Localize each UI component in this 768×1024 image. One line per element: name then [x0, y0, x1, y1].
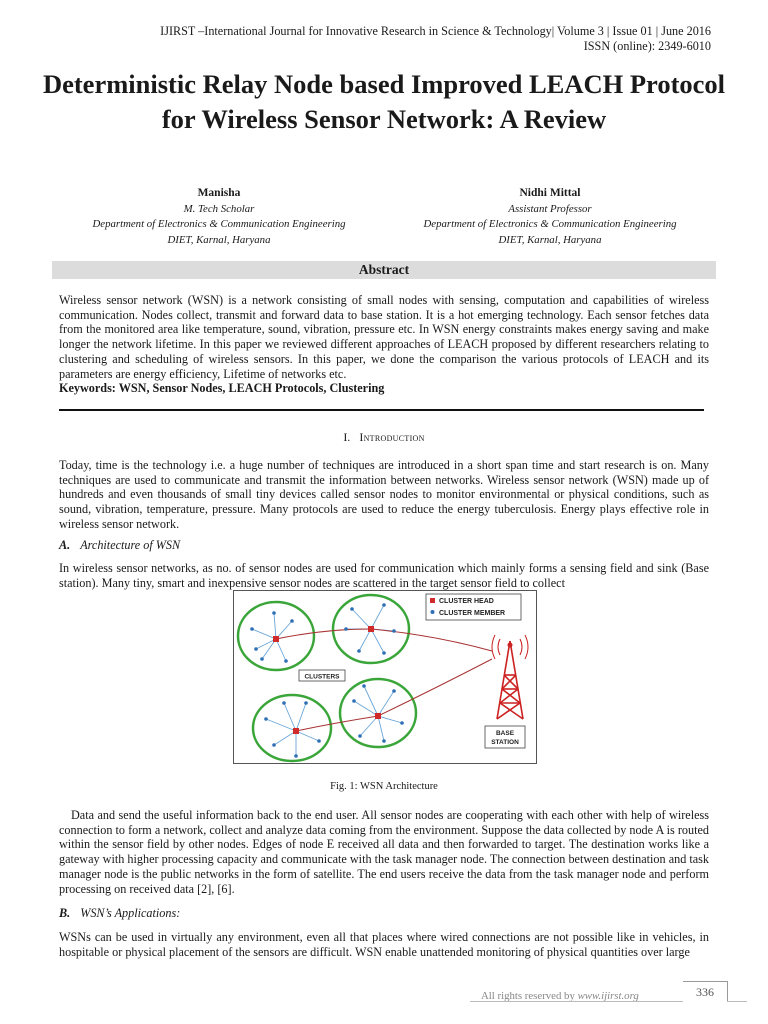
cluster-member-legend-icon: [431, 610, 435, 614]
legend-cluster-member: CLUSTER MEMBER: [439, 610, 506, 617]
section-number: I.: [343, 430, 351, 444]
subsection-heading-applications: [59, 906, 180, 921]
figure-caption: Fig. 1: WSN Architecture: [330, 781, 438, 792]
footer-rule-right: [727, 1001, 747, 1002]
paper-title: Deterministic Relay Node based Improved LEACH Protocol for Wireless Sensor Network: A Review: [42, 69, 726, 134]
author-2: [390, 186, 710, 248]
route-line: [371, 629, 492, 651]
abstract-heading: Abstract: [52, 261, 716, 279]
subsection-title: WSN’s Applications:: [80, 906, 181, 920]
cluster-head-legend-icon: [430, 598, 435, 603]
author-name: Nidhi Mittal: [519, 187, 581, 199]
wsn-architecture-figure: [233, 590, 537, 764]
journal-line: IJIRST –International Journal for Innovative Research in Science & Technology| Volume 3 | Issue 01 | June 2016: [160, 24, 711, 38]
author-1: [59, 186, 379, 248]
author-dept: Department of Electronics & Communication Engineering: [423, 218, 677, 230]
author-role: M. Tech Scholar: [183, 202, 255, 215]
data-paragraph-text: Data and send the useful information back to the end user. All sensor nodes are cooperating with each other with help of wireless connection to form a network, collect and analyze data coming from the environment. Suppose the data collected by node A is routed within the sensor field by other nodes. Edges of node E received all data and then forwarded to target. The destination works like a gateway with higher processing capacity and communicate with the task manager node. The connection between destination and task manager node is the public networks in the form of satellite. The end users receive the data from the task manager node and perform processing on received data [2], [6].: [59, 808, 709, 896]
cluster-head-node: [273, 636, 279, 642]
cluster-head-node: [375, 713, 381, 719]
author-inst: DIET, Karnal, Haryana: [167, 233, 271, 246]
journal-header: [160, 24, 711, 54]
intro-paragraph: Today, time is the technology i.e. a huge number of techniques are introduced in a short span time and start research is on. Many techniques are used to communicate and transmit the information between networks. Wireless sensor network (WSN) made up of hundreds and even thousands of small tiny devices called sensor nodes to monitor environmental or physical conditions, such as sound, vibration, temperature, pressure. Many protocols are used to reduce the energy tuberculosis. Energy plays effective role in wireless sensor network.: [59, 458, 709, 531]
section-heading-introduction: [59, 430, 709, 445]
keywords: Keywords: WSN, Sensor Nodes, LEACH Protocols, Clustering: [59, 381, 385, 396]
cluster-head-node: [368, 626, 374, 632]
subsection-title: Architecture of WSN: [80, 538, 181, 552]
subsection-heading-architecture: [59, 538, 180, 553]
abstract-text: [59, 293, 709, 396]
author-dept: Department of Electronics & Communication Engineering: [92, 218, 346, 230]
page-number: 336: [683, 981, 728, 1002]
base-label-line2: STATION: [491, 739, 519, 746]
separator-rule: [59, 409, 704, 411]
cluster-head-node: [293, 728, 299, 734]
subsection-letter: A.: [59, 538, 71, 552]
abstract-body: Wireless sensor network (WSN) is a network consisting of small nodes with sensing, computation and capabilities of wireless communication. Nodes collect, transmit and forward data to base station. It is a hot emerging technology. Each sensor fetches data from the monitored area like temperature, sound, vibration, pressure etc. In WSN energy constraints makes energy saving and make longer the network lifetime. In this paper we reviewed different approaches of LEACH proposed by different researchers relating to clustering and scheduling of wireless sensors. In this paper, we done the comparison the various protocols of LEACH and its parameters are energy efficiency, Lifetime of networks etc.: [59, 293, 709, 381]
base-station-tower-icon: [492, 635, 528, 719]
author-inst: DIET, Karnal, Haryana: [498, 233, 602, 246]
base-label-line1: BASE: [495, 730, 515, 737]
footer-rule: [470, 1001, 683, 1002]
architecture-paragraph: In wireless sensor networks, as no. of sensor nodes are used for communication which mainly forms a sensing field and sink (Base station). Many tiny, smart and inexpensive sensor nodes are scattered in the target sensor field to collect: [59, 561, 709, 590]
wsn-diagram: [234, 591, 536, 763]
journal-url[interactable]: www.ijirst.org: [577, 990, 639, 1002]
applications-paragraph: WSNs can be used in virtually any environment, even all that places where wired connections are not possible like in vehicles, in hospitable or physical placement of the sensors are difficult. WSN enable unattended monitoring of physical quantities over large: [59, 930, 709, 959]
legend-cluster-head: CLUSTER HEAD: [439, 598, 494, 605]
issn-line: ISSN (online): 2349-6010: [583, 39, 711, 53]
clusters-label: CLUSTERS: [304, 673, 340, 681]
rights-text: All rights reserved by: [481, 990, 578, 1002]
data-paragraph: [59, 808, 709, 896]
section-title: Introduction: [359, 430, 425, 444]
cluster-circle: [253, 695, 331, 761]
author-name: Manisha: [197, 187, 241, 199]
route-line: [276, 629, 371, 639]
subsection-letter: B.: [59, 906, 71, 920]
author-role: Assistant Professor: [508, 202, 592, 215]
route-line: [378, 659, 492, 716]
route-line: [296, 716, 378, 731]
